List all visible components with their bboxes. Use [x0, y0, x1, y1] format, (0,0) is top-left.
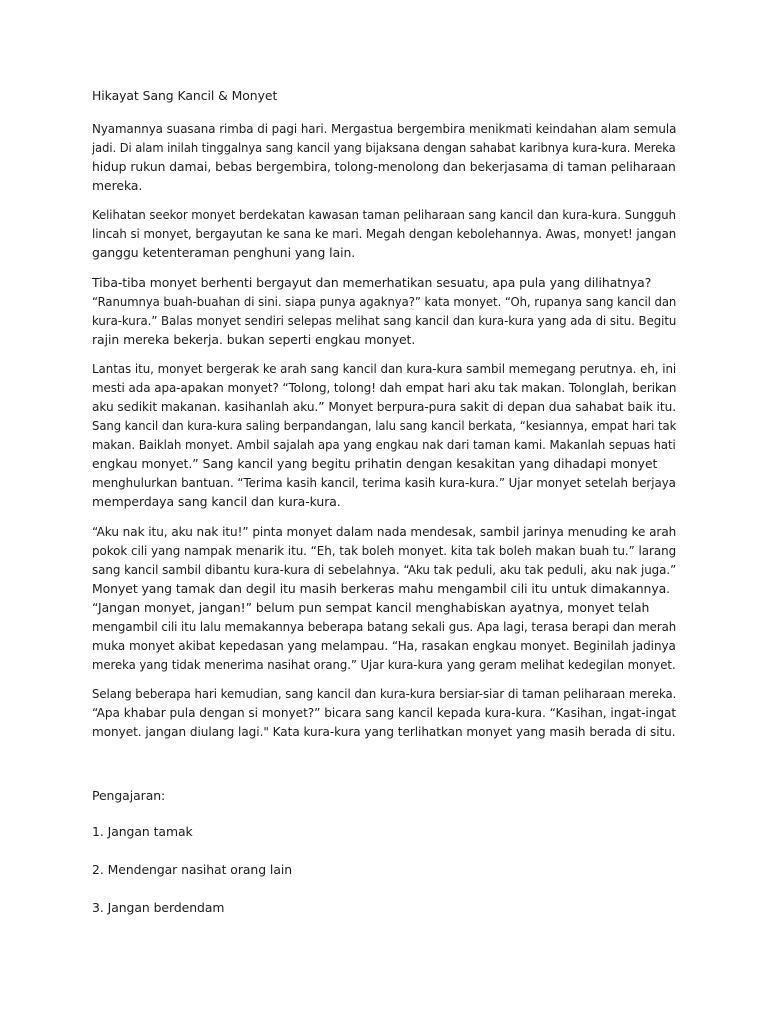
text-line: ganggu ketenteraman penghuni yang lain. [92, 245, 356, 260]
list-item: 1. Jangan tamak [92, 824, 193, 839]
text-line: Nyamannya suasana rimba di pagi hari. Mergastua bergembira menikmati keindahan alam semula [92, 121, 677, 136]
text-line: Monyet yang tamak dan degil itu masih berkeras mahu mengambil cili itu untuk dimakannya. [92, 581, 671, 596]
list-item: 2. Mendengar nasihat orang lain [92, 862, 293, 877]
text-line: memperdaya sang kancil dan kura-kura. [92, 494, 341, 509]
text-line: menghulurkan bantuan. “Terima kasih kancil, terima kasih kura-kura.” Ujar monyet setelah berjaya [92, 475, 676, 490]
text-line: Selang beberapa hari kemudian, sang kancil dan kura-kura bersiar-siar di taman peliharaan mereka. [92, 686, 677, 701]
text-line: “Aku nak itu, aku nak itu!” pinta monyet dalam nada mendesak, sambil jarinya menuding ke arah [92, 524, 677, 539]
text-line: Sang kancil dan kura-kura saling berpandangan, lalu sang kancil berkata, “kesiannya, empat hari tak [92, 418, 677, 433]
text-line: kura-kura.” Balas monyet sendiri selepas melihat sang kancil dan kura-kura yang ada di situ. Begitu [92, 313, 677, 328]
text-line: engkau monyet.” Sang kancil yang begitu prihatin dengan kesakitan yang dihadapi monyet [92, 456, 658, 471]
text-line: pokok cili yang nampak menarik itu. “Eh, tak boleh monyet. kita tak boleh makan buah tu.” larang [92, 543, 677, 558]
text-line: jadi. Di alam inilah tinggalnya sang kancil yang bijaksana dengan sahabat karibnya kura-kura. Mereka [92, 140, 676, 155]
text-line: mereka. [92, 178, 143, 193]
text-line: makan. Baiklah monyet. Ambil sajalah apa yang engkau nak dari taman kami. Makanlah sepuas hati [92, 437, 676, 452]
text-line: lincah si monyet, bergayutan ke sana ke mari. Megah dengan kebolehannya. Awas, monyet! jangan [92, 226, 677, 241]
text-line: “Apa khabar pula dengan si monyet?” bicara sang kancil kepada kura-kura. “Kasihan, ingat-ingat [92, 705, 677, 720]
text-line: muka monyet akibat kepedasan yang melampau. “Ha, rasakan engkau monyet. Beginilah jadinya [92, 638, 676, 653]
text-line: sang kancil sambil dibantu kura-kura di sebelahnya. “Aku tak peduli, aku tak peduli, aku nak juga.” [92, 562, 677, 577]
lessons-heading: Pengajaran: [92, 788, 166, 803]
document-title: Hikayat Sang Kancil & Monyet [92, 88, 278, 103]
list-item: 3. Jangan berdendam [92, 900, 225, 915]
text-line: Kelihatan seekor monyet berdekatan kawasan taman peliharaan sang kancil dan kura-kura. Sungguh [92, 207, 676, 222]
text-line: Tiba-tiba monyet berhenti bergayut dan memerhatikan sesuatu, apa pula yang dilihatnya? [92, 275, 652, 290]
text-line: “Ranumnya buah-buahan di sini. siapa punya agaknya?” kata monyet. “Oh, rupanya sang kancil dan [92, 294, 677, 309]
text-line: Lantas itu, monyet bergerak ke arah sang kancil dan kura-kura sambil memegang perutnya. eh, ini [92, 361, 677, 376]
text-line: mesti ada apa-apakan monyet? “Tolong, tolong! dah empat hari aku tak makan. Tolonglah, berikan [92, 380, 677, 395]
text-line: monyet. jangan diulang lagi." Kata kura-kura yang terlihatkan monyet yang masih berada di situ. [92, 724, 676, 739]
text-line: mereka yang tidak menerima nasihat orang.” Ujar kura-kura yang geram melihat kedegilan monyet. [92, 657, 676, 672]
text-line: aku sedikit makanan. kasihanlah aku.” Monyet berpura-pura sakit di depan dua sahabat baik itu. [92, 399, 677, 414]
text-line: mengambil cili itu lalu memakannya beberapa batang sekali gus. Apa lagi, terasa berapi dan merah [92, 619, 677, 634]
text-line: “Jangan monyet, jangan!” belum pun sempat kancil menghabiskan ayatnya, monyet telah [92, 600, 650, 615]
text-line: rajin mereka bekerja. bukan seperti engkau monyet. [92, 332, 416, 347]
text-line: hidup rukun damai, bebas bergembira, tolong-menolong dan bekerjasama di taman peliharaan [92, 159, 676, 174]
